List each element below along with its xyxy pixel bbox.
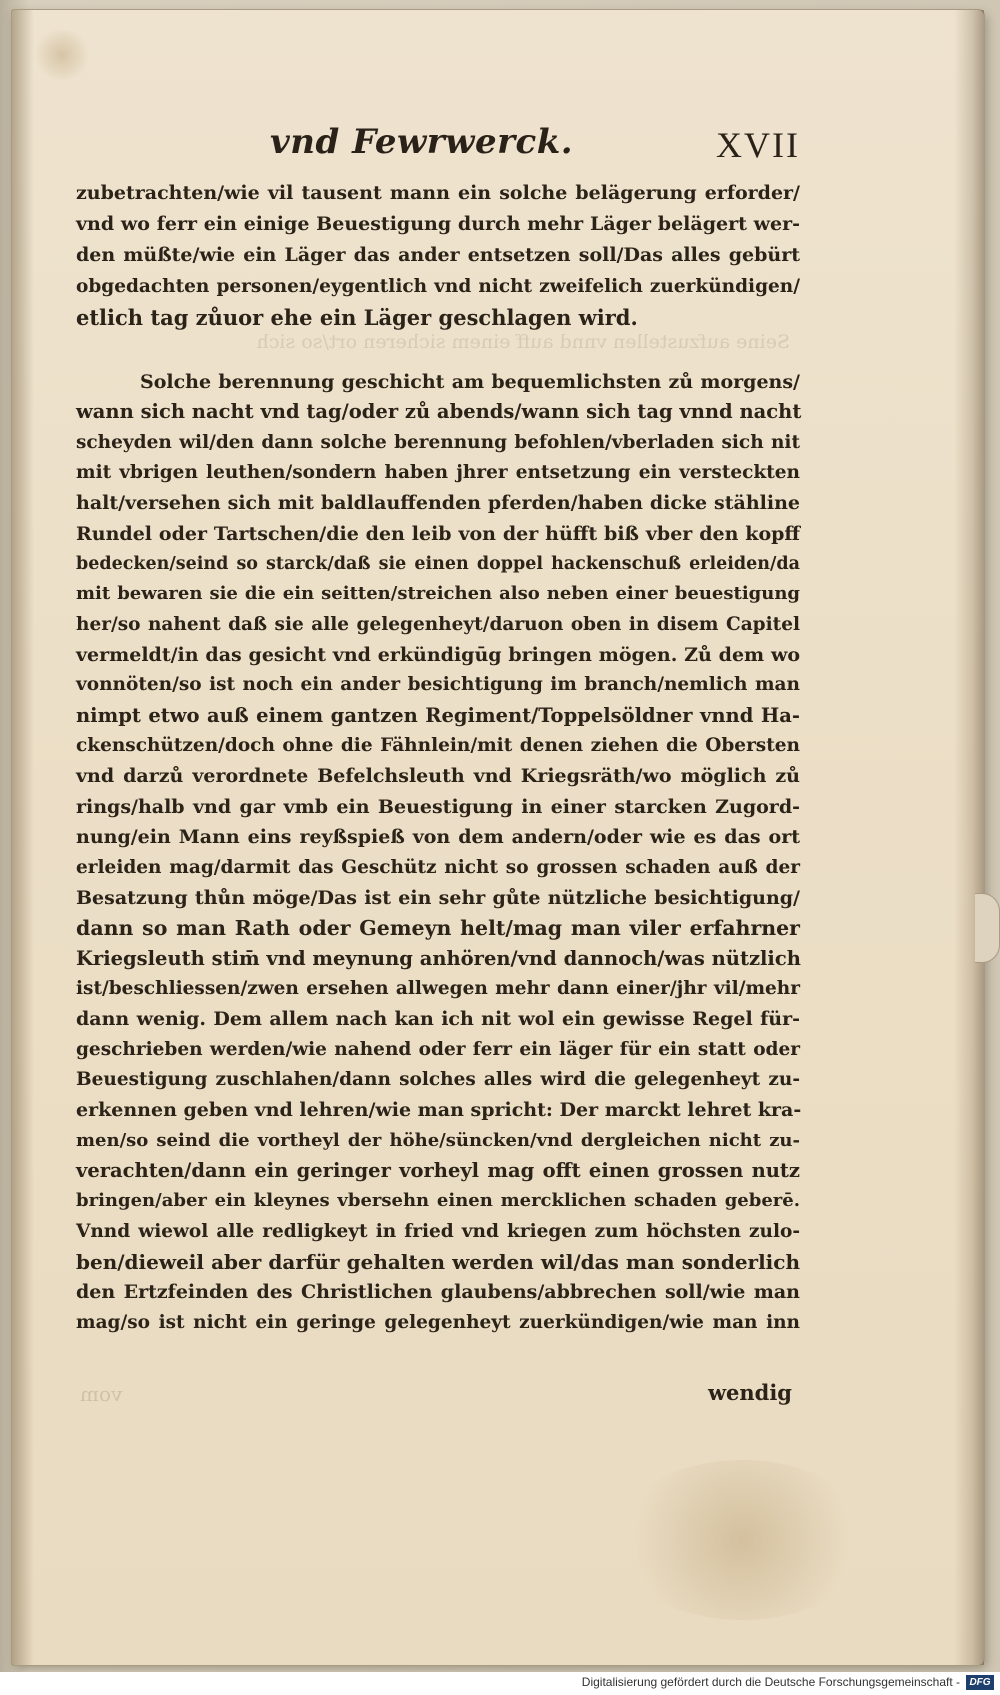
text-line: mit bewaren sie die ein seitten/streichen also neben einer beuestigung bbox=[76, 583, 800, 605]
text-line: her/so nahent daß sie alle gelegenheyt/daruon oben in disem Capitel bbox=[76, 613, 800, 635]
text-line: ist/beschliessen/zwen ersehen allwegen mehr dann einer/jhr vil/mehr bbox=[76, 977, 800, 999]
text-line: dann so man Rath oder Gemeyn helt/mag man viler erfahrner bbox=[76, 916, 800, 941]
text-line: Rundel oder Tartschen/die den leib von der hüfft biß vber den kopff bbox=[76, 522, 800, 545]
text-line: vermeldt/in das gesicht vnd erkündigūg bringen mögen. Zů dem wo bbox=[76, 644, 800, 667]
page-gutter-shadow bbox=[12, 10, 34, 1665]
text-line: vnd wo ferr ein einige Beuestigung durch mehr Läger belägert wer- bbox=[76, 213, 800, 235]
text-line: etlich tag zůuor ehe ein Läger geschlagen wird. bbox=[76, 305, 638, 330]
page-edge-shadow bbox=[954, 10, 984, 1665]
paragraph bbox=[76, 367, 800, 1338]
text-line: dann wenig. Dem allem nach kan ich nit wol ein gewisse Regel für- bbox=[76, 1008, 800, 1031]
text-line: vonnöten/so ist noch ein ander besichtigung im branch/nemlich man bbox=[76, 674, 800, 696]
text-line: mag/so ist nicht ein geringe gelegenheyt zuerkündigen/wie man inn bbox=[76, 1311, 800, 1333]
text-line: nimpt etwo auß einem gantzen Regiment/Toppelsöldner vnnd Ha- bbox=[76, 703, 800, 727]
show-through-catchword: vom bbox=[80, 1382, 123, 1406]
text-line: men/so seind die vortheyl der höhe/süncken/vnd dergleichen nicht zu- bbox=[76, 1129, 800, 1151]
digitization-credit-bar bbox=[0, 1672, 1000, 1695]
text-line: nung/ein Mann eins reyßspieß von dem andern/oder wie es das ort bbox=[76, 826, 800, 849]
paper-stain bbox=[612, 1460, 872, 1620]
text-line: erkennen geben vnd lehren/wie man spricht: Der marckt lehret kra- bbox=[76, 1099, 802, 1122]
text-line: halt/versehen sich mit baldlauffenden pferden/haben dicke stähline bbox=[76, 492, 800, 515]
page-tab-notch bbox=[975, 893, 1000, 963]
text-line: ben/dieweil aber darfür gehalten werden wil/das man sonderlich bbox=[76, 1249, 800, 1274]
page-header bbox=[260, 122, 800, 172]
text-line: geschrieben werden/wie nahend oder ferr ein läger für ein statt oder bbox=[76, 1038, 800, 1060]
text-line: wann sich nacht vnd tag/oder zů abends/wann sich tag vnnd nacht bbox=[76, 400, 802, 424]
text-line: mit vbrigen leuthen/sondern haben jhrer entsetzung ein versteckten bbox=[76, 462, 800, 484]
text-line: Solche berennung geschicht am bequemlichsten zů morgens/ bbox=[140, 371, 800, 393]
text-line: rings/halb vnd gar vmb ein Beuestigung in einer starcken Zugord- bbox=[76, 795, 800, 818]
catchword: wendig bbox=[707, 1380, 792, 1405]
credit-text: Digitalisierung gefördert durch die Deutsche Forschungsgemeinschaft - bbox=[581, 1675, 960, 1689]
text-line: Vnnd wiewol alle redligkeyt in fried vnd kriegen zum höchsten zulo- bbox=[76, 1220, 800, 1242]
paragraph bbox=[76, 178, 800, 333]
text-line: den müßte/wie ein Läger das ander entsetzen soll/Das alles gebürt bbox=[76, 244, 800, 266]
text-line: vnd darzů verordnete Befelchsleuth vnd Kriegsräth/wo möglich zů bbox=[76, 765, 800, 788]
text-line: Beuestigung zuschlahen/dann solches alles wird die gelegenheyt zu- bbox=[76, 1068, 800, 1090]
text-line: Kriegsleuth stim̄ vnd meynung anhören/vnd dannoch/was nützlich bbox=[76, 946, 801, 970]
text-line: obgedachten personen/eygentlich vnd nicht zweifelich zuerkündigen/ bbox=[76, 276, 800, 297]
text-line: scheyden wil/den dann solche berennung befohlen/vberladen sich nit bbox=[76, 431, 800, 453]
show-through-text: Seine aufzustellen vnnd auff einem sicheren ort/so sich bbox=[256, 331, 790, 353]
text-line: zubetrachten/wie vil tausent mann ein solche belägerung erforder/ bbox=[76, 182, 800, 204]
folio-number: XVII bbox=[716, 125, 800, 165]
text-line: den Ertzfeinden des Christlichen glaubens/abbrechen soll/wie man bbox=[76, 1281, 800, 1304]
running-head: vnd Fewrwerck. bbox=[270, 122, 574, 162]
text-line: Besatzung thůn möge/Das ist ein sehr gůte nützliche besichtigung/ bbox=[76, 886, 800, 909]
text-line: bringen/aber ein kleynes vbersehn einen mercklichen schaden geberē. bbox=[76, 1190, 800, 1212]
text-line: verachten/dann ein geringer vorheyl mag offt einen grossen nutz bbox=[76, 1158, 800, 1182]
text-line: erleiden mag/darmit das Geschütz nicht so grossen schaden auß der bbox=[76, 856, 800, 878]
dfg-logo: DFG bbox=[966, 1675, 994, 1690]
text-line: ckenschützen/doch ohne die Fähnlein/mit denen ziehen die Obersten bbox=[76, 735, 800, 757]
text-line: bedecken/seind so starck/daß sie einen doppel hackenschuß erleiden/da bbox=[76, 554, 800, 575]
paper-stain bbox=[32, 30, 92, 80]
